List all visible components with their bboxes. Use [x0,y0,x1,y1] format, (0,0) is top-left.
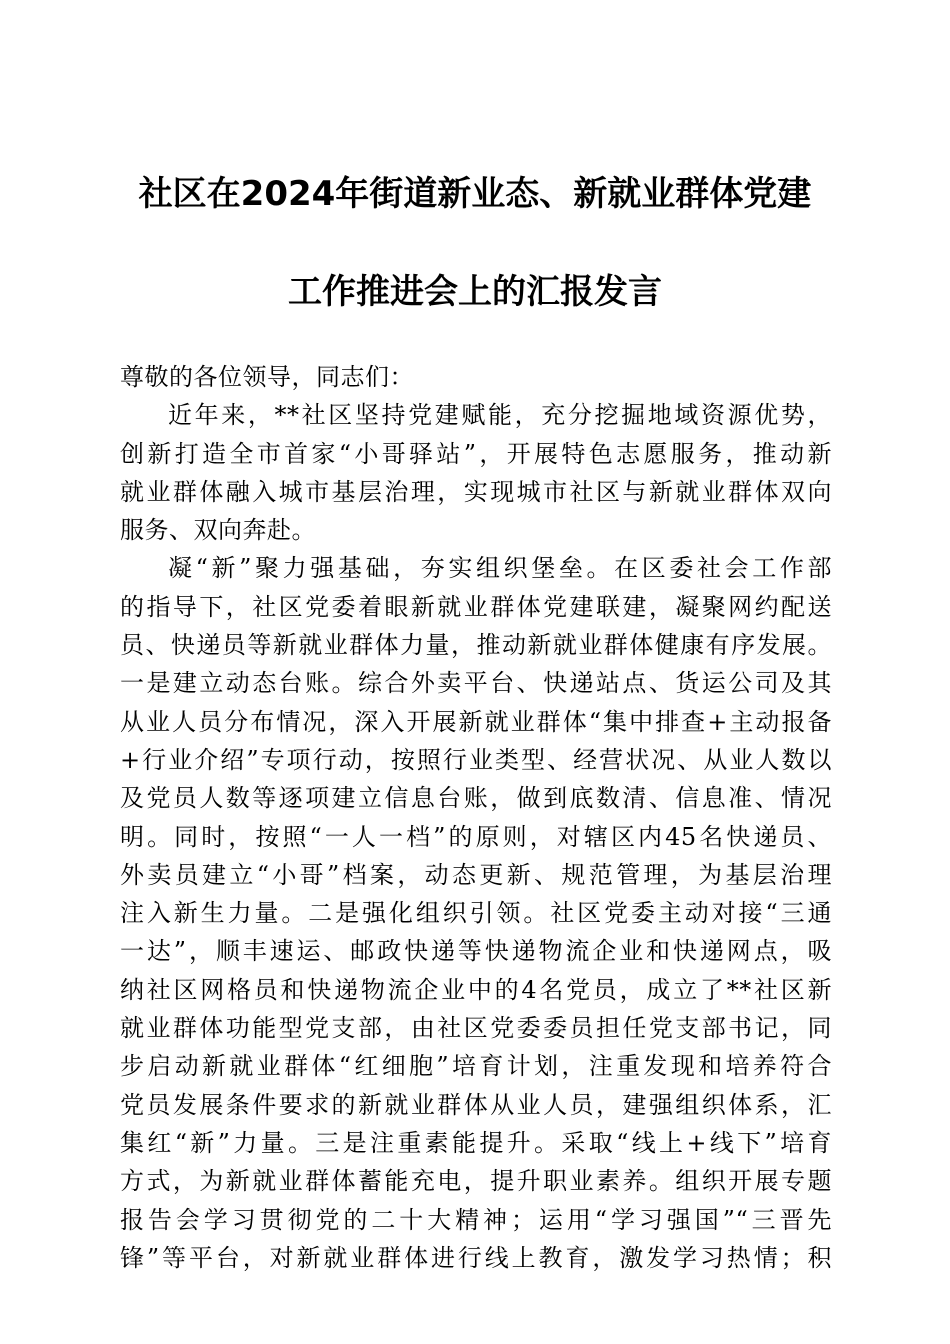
body-line: 员、快递员等新就业群体力量，推动新就业群体健康有序发展。 [120,631,832,660]
body-line: 党员发展条件要求的新就业群体从业人员，建强组织体系，汇 [120,1090,832,1119]
body-line: 外卖员建立“小哥”档案，动态更新、规范管理，为基层治理 [120,860,832,889]
body-line: 锋”等平台，对新就业群体进行线上教育，激发学习热情；积 [120,1243,832,1272]
body-line: 步启动新就业群体“红细胞”培育计划，注重发现和培养符合 [120,1052,832,1081]
body-line: 服务、双向奔赴。 [120,516,316,545]
body-line: 就业群体融入城市基层治理，实现城市社区与新就业群体双向 [120,477,832,506]
body-line: 创新打造全市首家“小哥驿站”，开展特色志愿服务，推动新 [120,439,832,468]
body-line: 集红“新”力量。三是注重素能提升。采取“线上+线下”培育 [120,1128,832,1157]
body-line: 及党员人数等逐项建立信息台账，做到底数清、信息准、情况 [120,784,832,813]
body-line: +行业介绍”专项行动，按照行业类型、经营状况、从业人数以 [120,745,832,774]
body-line: 注入新生力量。二是强化组织引领。社区党委主动对接“三通 [120,899,832,928]
body-line: 方式，为新就业群体蓄能充电，提升职业素养。组织开展专题 [120,1167,832,1196]
body-line: 报告会学习贯彻党的二十大精神；运用“学习强国”“三晋先 [120,1205,832,1234]
body-line: 的指导下，社区党委着眼新就业群体党建联建，凝聚网约配送 [120,592,832,621]
body-line: 近年来，**社区坚持党建赋能，充分挖掘地域资源优势， [168,401,832,430]
document-body [120,358,832,1277]
document-title-line-2: 工作推进会上的汇报发言 [288,272,662,312]
document-title-line-1: 社区在2024年街道新业态、新就业群体党建 [138,174,812,214]
body-line: 凝“新”聚力强基础，夯实组织堡垒。在区委社会工作部 [168,554,832,583]
body-line: 从业人员分布情况，深入开展新就业群体“集中排查+主动报备 [120,707,832,736]
body-line: 明。同时，按照“一人一档”的原则，对辖区内45名快递员、 [120,822,832,851]
body-line: 一达”，顺丰速运、邮政快递等快递物流企业和快递网点，吸 [120,937,832,966]
body-line: 一是建立动态台账。综合外卖平台、快递站点、货运公司及其 [120,669,832,698]
body-line: 纳社区网格员和快递物流企业中的4名党员，成立了**社区新 [120,975,832,1004]
salutation-line: 尊敬的各位领导，同志们： [120,363,414,391]
body-line: 就业群体功能型党支部，由社区党委委员担任党支部书记，同 [120,1014,832,1043]
